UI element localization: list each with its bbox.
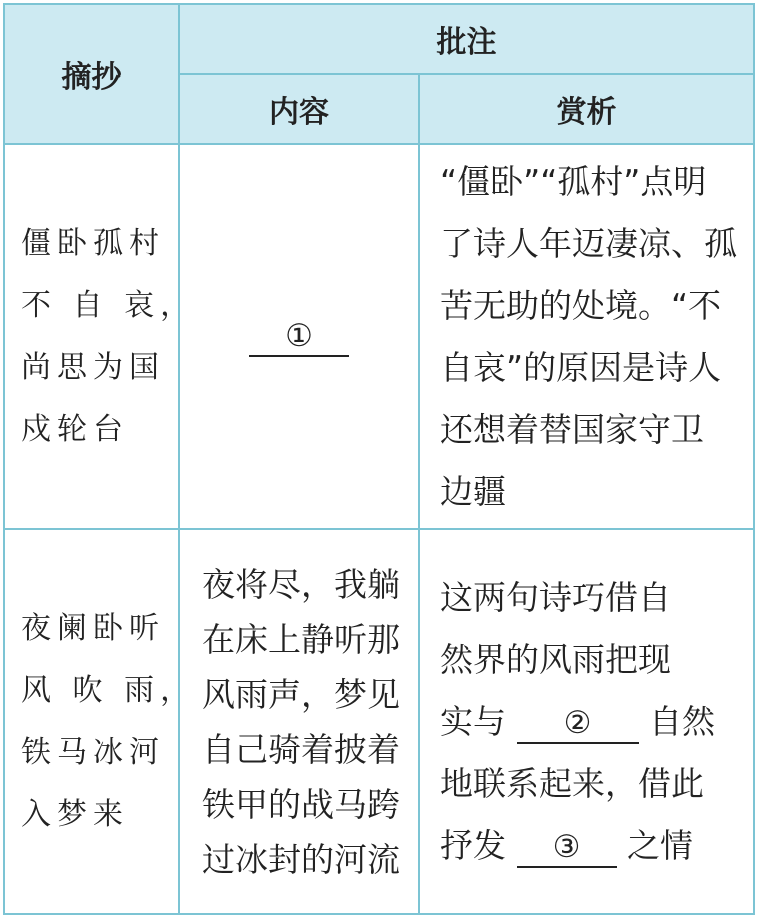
content-line: 在床上静听那: [202, 619, 400, 659]
content-line: 过冰封的河流: [202, 839, 400, 879]
appreciation-text: 之情: [627, 825, 693, 865]
appreciation-text: 实与: [440, 701, 506, 741]
table-row: [4, 144, 754, 529]
answer-blank-2[interactable]: ②: [517, 704, 639, 744]
appreciation-cell: [419, 144, 754, 529]
excerpt-line: 夜阑卧听: [21, 610, 165, 646]
content-line: 铁甲的战马跨: [202, 784, 400, 824]
appreciation-line: 还想着替国家守卫: [440, 409, 704, 449]
excerpt-cell: [4, 529, 197, 914]
appreciation-header: 赏析: [419, 74, 754, 144]
content-header: 内容: [179, 74, 419, 144]
excerpt-cell: [4, 144, 197, 529]
appreciation-cell: [419, 529, 754, 914]
appreciation-line: [440, 691, 753, 753]
header-row-top: [4, 4, 754, 74]
content-line: 自己骑着披着: [202, 729, 400, 769]
content-line: 夜将尽，我躺: [202, 564, 400, 604]
appreciation-line: 苦无助的处境。“不: [440, 285, 722, 325]
annotation-header: 批注: [179, 4, 754, 74]
appreciation-line: 然界的风雨把现: [440, 639, 671, 679]
appreciation-line: [440, 815, 753, 877]
content-cell: [179, 529, 419, 914]
content-cell: [179, 144, 419, 529]
appreciation-line: 自哀”的原因是诗人: [440, 347, 722, 387]
excerpt-line: 戍轮台: [21, 411, 129, 447]
excerpt-header: 摘抄: [4, 4, 179, 144]
excerpt-line: 不 自 哀，: [21, 287, 197, 323]
appreciation-line: “僵卧”“孤村”点明: [440, 161, 707, 201]
appreciation-line: 了诗人年迈凄凉、孤: [440, 223, 737, 263]
appreciation-text: 自然: [649, 701, 715, 741]
annotation-table: [3, 3, 755, 915]
appreciation-line: 这两句诗巧借自: [440, 577, 671, 617]
table-row: [4, 529, 754, 914]
excerpt-line: 铁马冰河: [21, 734, 165, 770]
answer-blank-3[interactable]: ③: [517, 828, 617, 868]
excerpt-line: 僵卧孤村: [21, 225, 165, 261]
appreciation-text: 抒发: [440, 825, 506, 865]
content-line: 风雨声，梦见: [202, 674, 400, 714]
excerpt-line: 入梦来: [21, 796, 129, 832]
appreciation-line: 边疆: [440, 471, 506, 511]
excerpt-line: 风 吹 雨，: [21, 672, 197, 708]
answer-blank-1[interactable]: ①: [249, 317, 349, 357]
appreciation-line: 地联系起来，借此: [440, 763, 704, 803]
excerpt-line: 尚思为国: [21, 349, 165, 385]
